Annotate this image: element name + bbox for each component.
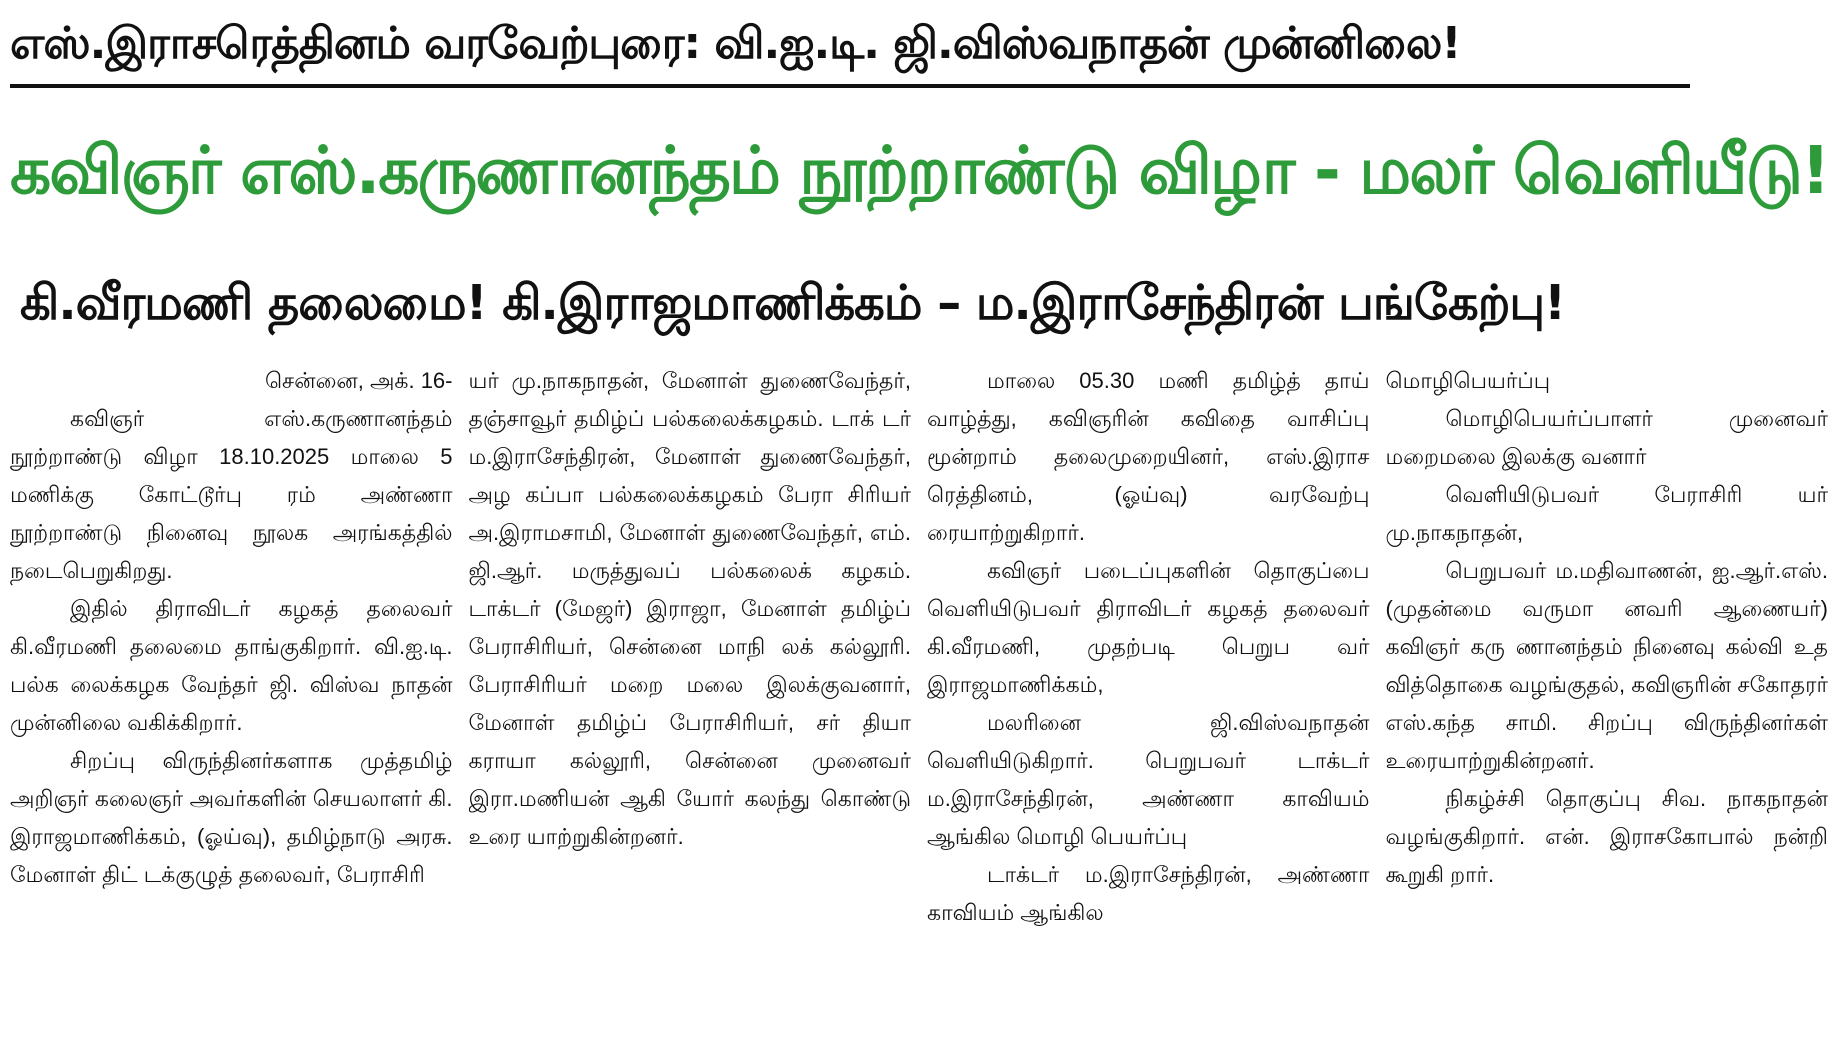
body-paragraph: டாக்டர் ம.இராசேந்திரன், அண்ணா காவியம் ஆங்கில (927, 862, 1370, 925)
article-column-2 (469, 362, 912, 1046)
body-paragraph: பெறுபவர் ம.மதிவாணன், ஐ.ஆர்.எஸ். (முதன்மை வருமா னவரி ஆணையர்) கவிஞர் கரு ணானந்தம் நினைவு கல்வி உத வித்தொகை வழங்குதல், கவிஞரின் சகோதரர் எஸ்.கந்த சாமி. சிறப்பு விருந்தினர்கள் உரையாற்றுகின்றனர். (1385, 558, 1828, 773)
article-columns (10, 362, 1828, 1046)
article-column-4 (1386, 362, 1829, 1046)
body-paragraph: இதில் திராவிடர் கழகத் தலைவர் கி.வீரமணி தலைமை தாங்குகிறார். வி.ஐ.டி. பல்க லைக்கழக வேந்தர் ஜி. விஸ்வ நாதன் முன்னிலை வகிக்கிறார். (10, 596, 453, 735)
body-paragraph: மொழிபெயர்ப்பு (1385, 368, 1551, 393)
article-column-3 (927, 362, 1370, 1046)
body-paragraph: கவிஞர் படைப்புகளின் தொகுப்பை வெளியிடுபவர் திராவிடர் கழகத் தலைவர் கி.வீரமணி, முதற்படி பெறுப வர் இராஜமாணிக்கம், (927, 558, 1370, 697)
main-headline: கவிஞர் எஸ்.கருணானந்தம் நூற்றாண்டு விழா - மலர் வெளியீடு! (10, 132, 1829, 209)
body-paragraph: மொழிபெயர்ப்பாளர் முனைவர் மறைமலை இலக்கு வனார் (1385, 406, 1828, 469)
article-column-1 (10, 362, 453, 1046)
body-paragraph: வெளியிடுபவர் பேராசிரி யர் மு.நாகநாதன், (1385, 482, 1828, 545)
body-paragraph: யர் மு.நாகநாதன், மேனாள் துணைவேந்தர், தஞ்சாவூர் தமிழ்ப் பல்கலைக்கழகம். டாக் டர் ம.இராசேந்திரன், மேனாள் துணைவேந்தர், அழ கப்பா பல்கலைக்கழகம் பேரா சிரியர் அ.இராமசாமி, மேனாள் துணைவேந்தர், எம். ஜி.ஆர். மருத்துவப் பல்கலைக் கழகம். டாக்டர் (மேஜர்) இராஜா, மேனாள் தமிழ்ப் பேராசிரியர், சென்னை மாநி லக் கல்லூரி. பேராசிரியர் மறை மலை இலக்குவனார், மேனாள் தமிழ்ப் பேராசிரியர், சர் தியா கராயா கல்லூரி, சென்னை முனைவர் இரா.மணியன் ஆகி யோர் கலந்து கொண்டு உரை யாற்றுகின்றனர். (468, 368, 911, 849)
body-paragraph: நிகழ்ச்சி தொகுப்பு சிவ. நாகநாதன் வழங்குகிறார். என். இராசகோபால் நன்றி கூறுகி றார். (1385, 786, 1828, 887)
dateline: சென்னை, அக். 16- (264, 368, 453, 393)
body-paragraph: மலரினை ஜி.விஸ்வநாதன் வெளியிடுகிறார். பெறுபவர் டாக்டர் ம.இராசேந்திரன், அண்ணா காவியம் ஆங்கில மொழி பெயர்ப்பு (927, 710, 1370, 849)
kicker-headline: எஸ்.இராசரெத்தினம் வரவேற்புரை: வி.ஐ.டி. ஜி.விஸ்வநாதன் முன்னிலை! (10, 14, 1690, 88)
body-paragraph: கவிஞர் எஸ்.கருணானந்தம் நூற்றாண்டு விழா 18.10.2025 மாலை 5 மணிக்கு கோட்டூர்பு ரம் அண்ணா நூற்றாண்டு நினைவு நூலக அரங்கத்தில் நடைபெறுகிறது. (10, 406, 453, 583)
body-paragraph: மாலை 05.30 மணி தமிழ்த் தாய் வாழ்த்து, கவிஞரின் கவிதை வாசிப்பு மூன்றாம் தலைமுறையினர், எஸ்.இராச ரெத்தினம், (ஓய்வு) வரவேற்பு ரையாற்றுகிறார். (927, 368, 1370, 545)
body-paragraph: சிறப்பு விருந்தினர்களாக முத்தமிழ் அறிஞர் கலைஞர் அவர்களின் செயலாளர் கி. இராஜமாணிக்கம், (ஓய்வு), தமிழ்நாடு அரசு. மேனாள் திட் டக்குழுத் தலைவர், பேராசிரி (10, 748, 453, 887)
sub-headline: கி.வீரமணி தலைமை! கி.இராஜமாணிக்கம் – ம.இராசேந்திரன் பங்கேற்பு! (20, 275, 1565, 331)
